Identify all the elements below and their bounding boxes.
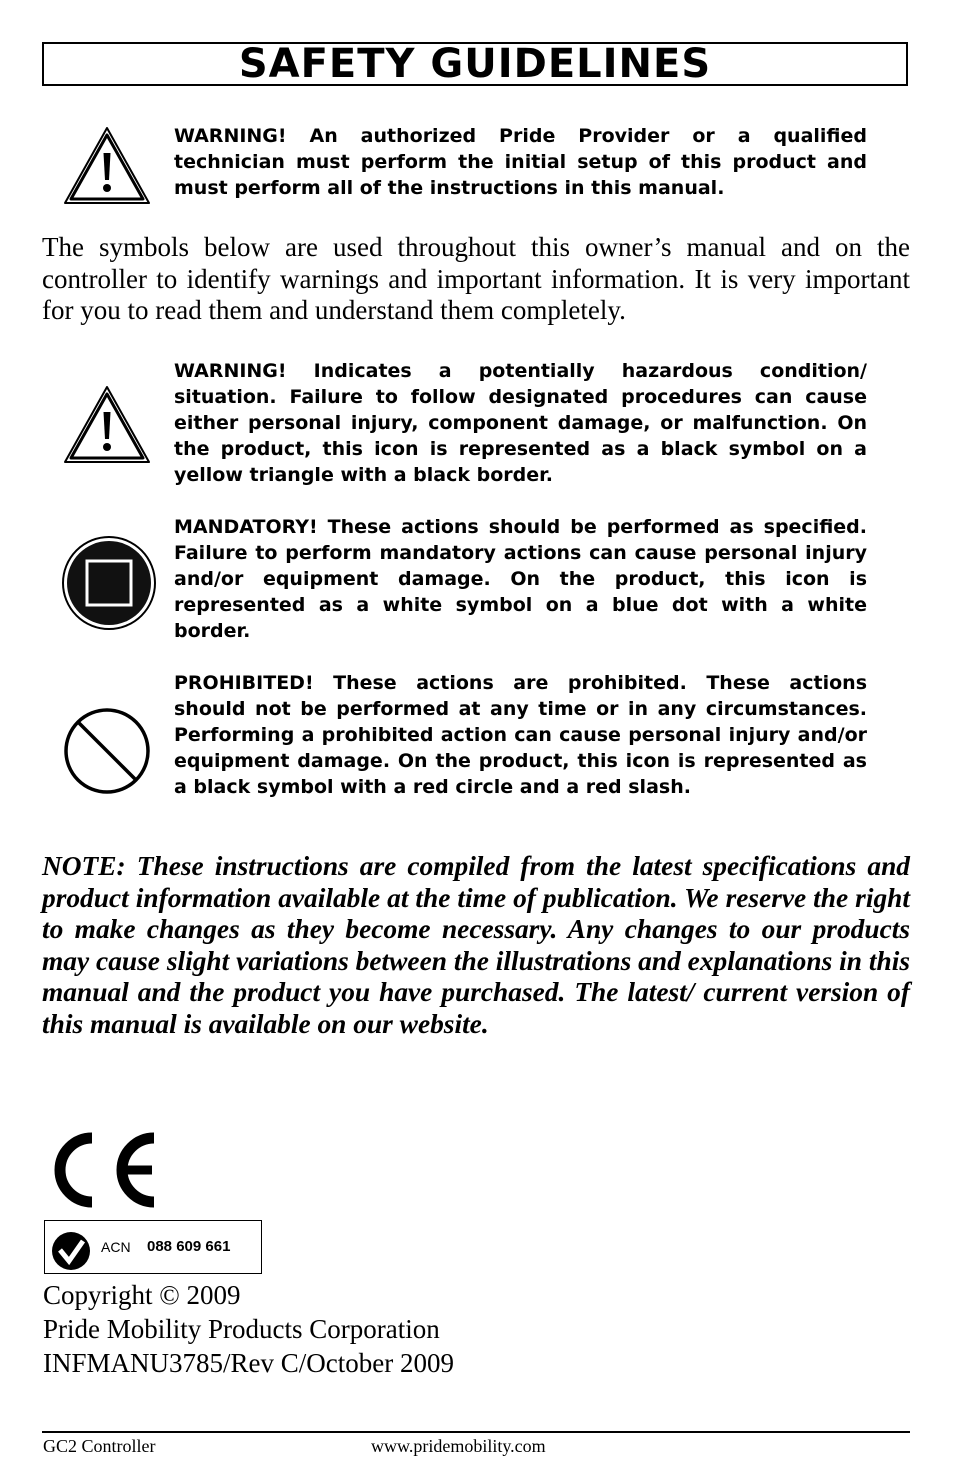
ce-mark-icon (46, 1130, 162, 1210)
footer-divider (42, 1431, 910, 1433)
warning-triangle-icon (62, 125, 152, 207)
company-name: Pride Mobility Products Corporation (43, 1314, 440, 1344)
top-warning-text: WARNING! An authorized Pride Provider or a qualified technician must perform the initial setup of this product and must perform all of the instructions in this manual. (174, 125, 867, 199)
prohibited-symbol-text: PROHIBITED! These actions are prohibited. These actions should not be performed at any time or in any circumstances. Performing a prohibited action can cause personal injury and/or equipment damage. On the product, this icon is represented as a black symbol with a red circle and a red slash. (174, 672, 867, 798)
acn-number: 088 609 661 (147, 1238, 231, 1255)
footer-product-name: GC2 Controller (43, 1436, 156, 1456)
warning-symbol-text: WARNING! Indicates a potentially hazardous condition/ situation. Failure to follow designated procedures can cause either personal injury, component damage, or malfunction. On the product, this icon is represented as a black symbol on a yellow triangle with a black border. (174, 360, 867, 486)
footer-website: www.pridemobility.com (371, 1436, 546, 1456)
title-box (42, 42, 908, 86)
mandatory-symbol-text: MANDATORY! These actions should be performed as specified. Failure to perform mandatory actions can cause personal injury and/or equipment damage. On the product, this icon is represented as a white symbol on a blue dot with a white border. (174, 516, 867, 642)
note-paragraph: NOTE: These instructions are compiled from the latest specifications and product information available at the time of publication. We reserve the right to make changes as they become necessary. Any changes to our products may cause slight variations between the illustrations and explanations in this manual and the product you have purchased. The latest/ current version of this manual is available on our website. (42, 851, 910, 1039)
mandatory-dot-icon (61, 535, 157, 631)
acn-box (44, 1220, 262, 1274)
acn-label: ACN (101, 1239, 131, 1255)
document-revision: INFMANU3785/Rev C/October 2009 (43, 1348, 454, 1378)
page-title: SAFETY GUIDELINES (238, 41, 712, 87)
copyright-line: Copyright © 2009 (43, 1280, 241, 1310)
prohibited-circle-icon (62, 706, 152, 796)
warning-triangle-icon (62, 384, 152, 466)
check-mark-icon (51, 1231, 91, 1271)
intro-paragraph: The symbols below are used throughout this owner’s manual and on the controller to identify warnings and important information. It is very important for you to read them and understand them completely. (42, 232, 910, 325)
copyright-block (43, 1278, 454, 1380)
